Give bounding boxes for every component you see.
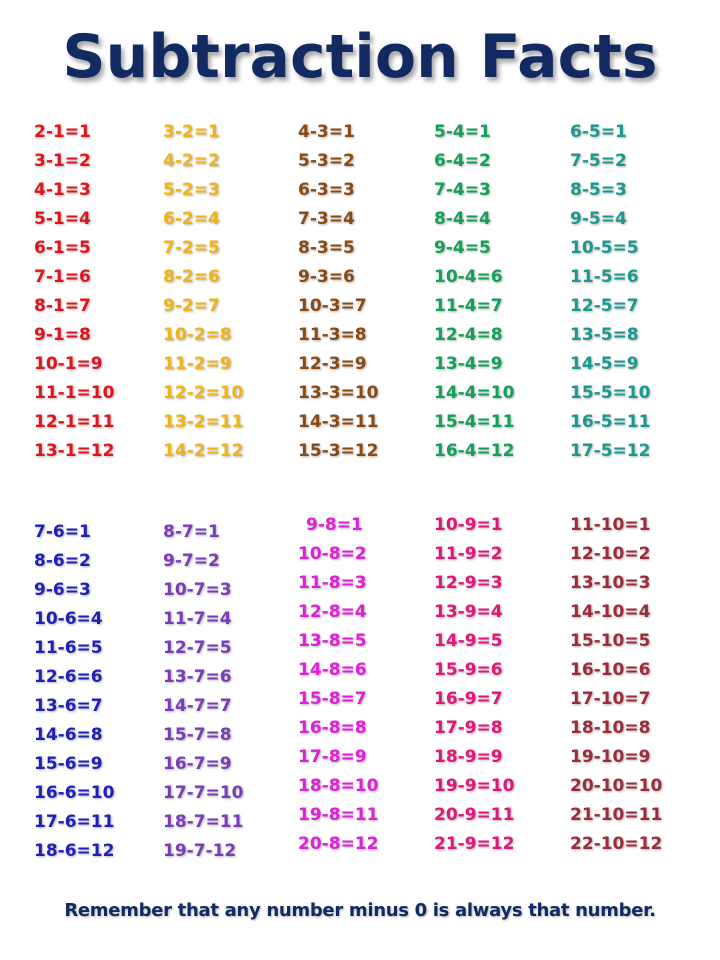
fact-minus-1-11: 12-1=11 bbox=[34, 412, 115, 432]
fact-minus-2-1: 3-2=1 bbox=[163, 122, 220, 142]
fact-minus-9-10: 19-9=10 bbox=[434, 776, 515, 796]
fact-minus-8-7: 15-8=7 bbox=[298, 689, 367, 709]
fact-minus-5-6: 11-5=6 bbox=[570, 267, 639, 287]
fact-minus-4-11: 15-4=11 bbox=[434, 412, 515, 432]
fact-minus-7-6: 13-7=6 bbox=[163, 667, 232, 687]
fact-minus-6-1: 7-6=1 bbox=[34, 522, 91, 542]
fact-minus-1-7: 8-1=7 bbox=[34, 296, 91, 316]
fact-minus-8-3: 11-8=3 bbox=[298, 573, 367, 593]
fact-minus-10-1: 11-10=1 bbox=[570, 515, 651, 535]
fact-minus-4-2: 6-4=2 bbox=[434, 151, 491, 171]
fact-minus-1-6: 7-1=6 bbox=[34, 267, 91, 287]
fact-minus-3-12: 15-3=12 bbox=[298, 441, 379, 461]
fact-minus-5-11: 16-5=11 bbox=[570, 412, 651, 432]
fact-minus-3-8: 11-3=8 bbox=[298, 325, 367, 345]
fact-minus-6-4: 10-6=4 bbox=[34, 609, 103, 629]
fact-minus-10-10: 20-10=10 bbox=[570, 776, 663, 796]
fact-minus-2-12: 14-2=12 bbox=[163, 441, 244, 461]
fact-minus-9-8: 17-9=8 bbox=[434, 718, 503, 738]
fact-minus-4-10: 14-4=10 bbox=[434, 383, 515, 403]
fact-minus-9-1: 10-9=1 bbox=[434, 515, 503, 535]
fact-minus-9-11: 20-9=11 bbox=[434, 805, 515, 825]
fact-minus-4-8: 12-4=8 bbox=[434, 325, 503, 345]
fact-minus-8-8: 16-8=8 bbox=[298, 718, 367, 738]
fact-minus-10-6: 16-10=6 bbox=[570, 660, 651, 680]
fact-minus-5-10: 15-5=10 bbox=[570, 383, 651, 403]
fact-minus-6-11: 17-6=11 bbox=[34, 812, 115, 832]
fact-minus-3-9: 12-3=9 bbox=[298, 354, 367, 374]
fact-minus-5-9: 14-5=9 bbox=[570, 354, 639, 374]
fact-minus-7-11: 18-7=11 bbox=[163, 812, 244, 832]
fact-minus-5-8: 13-5=8 bbox=[570, 325, 639, 345]
fact-minus-3-4: 7-3=4 bbox=[298, 209, 355, 229]
fact-minus-2-10: 12-2=10 bbox=[163, 383, 244, 403]
fact-minus-4-9: 13-4=9 bbox=[434, 354, 503, 374]
fact-minus-8-2: 10-8=2 bbox=[298, 544, 367, 564]
fact-minus-1-10: 11-1=10 bbox=[34, 383, 115, 403]
fact-minus-4-1: 5-4=1 bbox=[434, 122, 491, 142]
fact-minus-2-7: 9-2=7 bbox=[163, 296, 220, 316]
fact-minus-8-6: 14-8=6 bbox=[298, 660, 367, 680]
fact-minus-5-1: 6-5=1 bbox=[570, 122, 627, 142]
fact-minus-4-3: 7-4=3 bbox=[434, 180, 491, 200]
fact-minus-6-6: 12-6=6 bbox=[34, 667, 103, 687]
fact-minus-9-7: 16-9=7 bbox=[434, 689, 503, 709]
fact-minus-3-7: 10-3=7 bbox=[298, 296, 367, 316]
fact-minus-8-1: 9-8=1 bbox=[306, 515, 363, 535]
fact-minus-9-5: 14-9=5 bbox=[434, 631, 503, 651]
fact-minus-3-5: 8-3=5 bbox=[298, 238, 355, 258]
fact-minus-4-12: 16-4=12 bbox=[434, 441, 515, 461]
fact-minus-8-4: 12-8=4 bbox=[298, 602, 367, 622]
fact-minus-10-9: 19-10=9 bbox=[570, 747, 651, 767]
fact-minus-6-10: 16-6=10 bbox=[34, 783, 115, 803]
fact-minus-9-12: 21-9=12 bbox=[434, 834, 515, 854]
fact-minus-7-10: 17-7=10 bbox=[163, 783, 244, 803]
fact-minus-1-3: 4-1=3 bbox=[34, 180, 91, 200]
fact-minus-2-4: 6-2=4 bbox=[163, 209, 220, 229]
fact-minus-2-8: 10-2=8 bbox=[163, 325, 232, 345]
fact-minus-3-3: 6-3=3 bbox=[298, 180, 355, 200]
fact-minus-7-2: 9-7=2 bbox=[163, 551, 220, 571]
fact-minus-4-6: 10-4=6 bbox=[434, 267, 503, 287]
fact-minus-2-6: 8-2=6 bbox=[163, 267, 220, 287]
fact-minus-6-7: 13-6=7 bbox=[34, 696, 103, 716]
fact-minus-1-4: 5-1=4 bbox=[34, 209, 91, 229]
fact-minus-7-4: 11-7=4 bbox=[163, 609, 232, 629]
fact-minus-10-12: 22-10=12 bbox=[570, 834, 663, 854]
fact-minus-9-3: 12-9=3 bbox=[434, 573, 503, 593]
fact-minus-3-1: 4-3=1 bbox=[298, 122, 355, 142]
fact-minus-1-8: 9-1=8 bbox=[34, 325, 91, 345]
fact-minus-9-2: 11-9=2 bbox=[434, 544, 503, 564]
fact-minus-6-8: 14-6=8 bbox=[34, 725, 103, 745]
fact-minus-1-1: 2-1=1 bbox=[34, 122, 91, 142]
fact-minus-4-7: 11-4=7 bbox=[434, 296, 503, 316]
fact-minus-2-5: 7-2=5 bbox=[163, 238, 220, 258]
fact-minus-2-2: 4-2=2 bbox=[163, 151, 220, 171]
fact-minus-10-11: 21-10=11 bbox=[570, 805, 663, 825]
fact-minus-1-9: 10-1=9 bbox=[34, 354, 103, 374]
fact-minus-7-12: 19-7-12 bbox=[163, 841, 237, 861]
fact-minus-6-3: 9-6=3 bbox=[34, 580, 91, 600]
fact-minus-7-7: 14-7=7 bbox=[163, 696, 232, 716]
fact-minus-5-2: 7-5=2 bbox=[570, 151, 627, 171]
fact-minus-8-12: 20-8=12 bbox=[298, 834, 379, 854]
fact-minus-6-9: 15-6=9 bbox=[34, 754, 103, 774]
fact-minus-7-5: 12-7=5 bbox=[163, 638, 232, 658]
fact-minus-1-2: 3-1=2 bbox=[34, 151, 91, 171]
fact-minus-9-4: 13-9=4 bbox=[434, 602, 503, 622]
fact-minus-10-4: 14-10=4 bbox=[570, 602, 651, 622]
page-title: Subtraction Facts bbox=[62, 22, 658, 92]
fact-minus-8-10: 18-8=10 bbox=[298, 776, 379, 796]
fact-minus-1-12: 13-1=12 bbox=[34, 441, 115, 461]
fact-minus-5-4: 9-5=4 bbox=[570, 209, 627, 229]
fact-minus-6-12: 18-6=12 bbox=[34, 841, 115, 861]
fact-minus-7-3: 10-7=3 bbox=[163, 580, 232, 600]
fact-minus-7-8: 15-7=8 bbox=[163, 725, 232, 745]
fact-minus-6-5: 11-6=5 bbox=[34, 638, 103, 658]
fact-minus-8-5: 13-8=5 bbox=[298, 631, 367, 651]
fact-minus-8-9: 17-8=9 bbox=[298, 747, 367, 767]
fact-minus-5-5: 10-5=5 bbox=[570, 238, 639, 258]
fact-minus-10-5: 15-10=5 bbox=[570, 631, 651, 651]
fact-minus-6-2: 8-6=2 bbox=[34, 551, 91, 571]
fact-minus-2-9: 11-2=9 bbox=[163, 354, 232, 374]
fact-minus-10-2: 12-10=2 bbox=[570, 544, 651, 564]
fact-minus-8-11: 19-8=11 bbox=[298, 805, 379, 825]
fact-minus-3-2: 5-3=2 bbox=[298, 151, 355, 171]
fact-minus-2-11: 13-2=11 bbox=[163, 412, 244, 432]
fact-minus-4-4: 8-4=4 bbox=[434, 209, 491, 229]
fact-minus-3-11: 14-3=11 bbox=[298, 412, 379, 432]
fact-minus-7-9: 16-7=9 bbox=[163, 754, 232, 774]
fact-minus-7-1: 8-7=1 bbox=[163, 522, 220, 542]
fact-minus-3-6: 9-3=6 bbox=[298, 267, 355, 287]
fact-minus-5-3: 8-5=3 bbox=[570, 180, 627, 200]
fact-minus-4-5: 9-4=5 bbox=[434, 238, 491, 258]
fact-minus-10-8: 18-10=8 bbox=[570, 718, 651, 738]
fact-minus-10-3: 13-10=3 bbox=[570, 573, 651, 593]
fact-minus-9-6: 15-9=6 bbox=[434, 660, 503, 680]
footer-note: Remember that any number minus 0 is always that number. bbox=[64, 900, 656, 921]
fact-minus-10-7: 17-10=7 bbox=[570, 689, 651, 709]
fact-minus-1-5: 6-1=5 bbox=[34, 238, 91, 258]
fact-minus-9-9: 18-9=9 bbox=[434, 747, 503, 767]
fact-minus-2-3: 5-2=3 bbox=[163, 180, 220, 200]
fact-minus-5-12: 17-5=12 bbox=[570, 441, 651, 461]
fact-minus-5-7: 12-5=7 bbox=[570, 296, 639, 316]
fact-minus-3-10: 13-3=10 bbox=[298, 383, 379, 403]
